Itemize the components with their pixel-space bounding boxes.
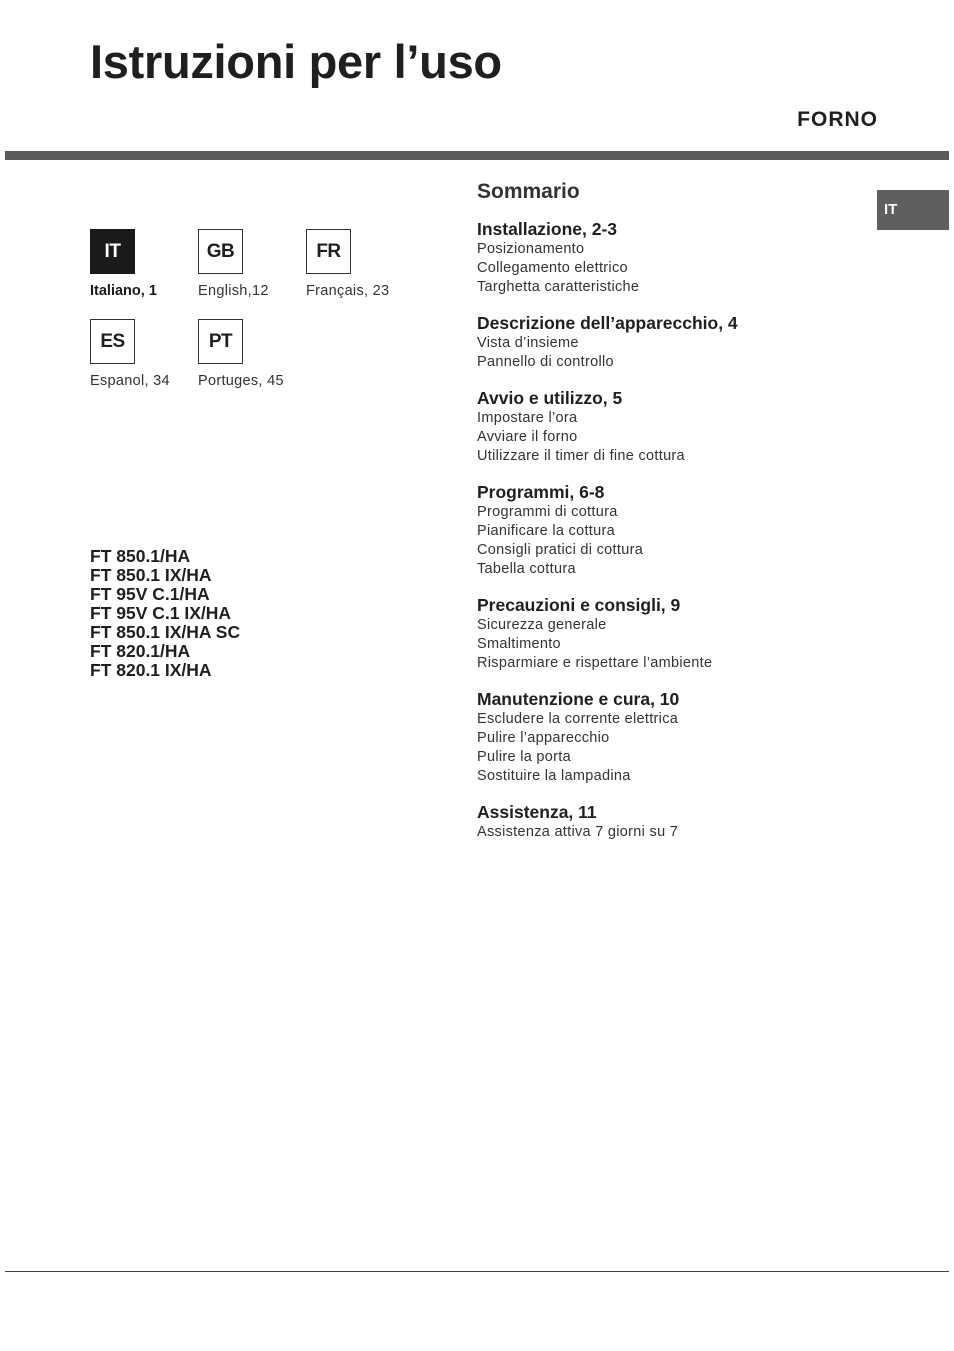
language-code-box: ES [90, 319, 135, 364]
toc-section-title[interactable]: Assistenza, 11 [477, 802, 597, 822]
language-fr[interactable] [306, 229, 426, 299]
language-label: English,12 [198, 283, 269, 299]
toc-item[interactable]: Pulire la porta [477, 749, 571, 765]
language-pt[interactable] [198, 319, 318, 389]
toc-section-title[interactable]: Descrizione dell’apparecchio, 4 [477, 313, 738, 333]
toc-item[interactable]: Utilizzare il timer di fine cottura [477, 448, 685, 464]
toc-item[interactable]: Smaltimento [477, 636, 561, 652]
language-label: Portuges, 45 [198, 373, 284, 389]
model-name: FT 820.1 IX/HA [90, 660, 212, 680]
language-code-box: PT [198, 319, 243, 364]
language-gb[interactable] [198, 229, 318, 299]
toc-item[interactable]: Sostituire la lampadina [477, 768, 631, 784]
model-name: FT 850.1 IX/HA SC [90, 622, 241, 642]
language-label: Espanol, 34 [90, 373, 170, 389]
language-it[interactable] [90, 229, 210, 299]
toc-section [477, 218, 857, 297]
toc-item[interactable]: Assistenza attiva 7 giorni su 7 [477, 824, 679, 840]
toc-section [477, 387, 857, 466]
toc-item[interactable]: Risparmiare e rispettare l’ambiente [477, 655, 713, 671]
language-tab: IT [877, 190, 949, 230]
model-name: FT 95V C.1/HA [90, 584, 210, 604]
toc-item[interactable]: Tabella cottura [477, 561, 576, 577]
toc-item[interactable]: Sicurezza generale [477, 617, 607, 633]
toc-item[interactable]: Escludere la corrente elettrica [477, 711, 679, 727]
model-list [90, 547, 240, 680]
toc-item[interactable]: Targhetta caratteristiche [477, 279, 640, 295]
toc-item[interactable]: Posizionamento [477, 241, 585, 257]
header-divider [5, 151, 949, 160]
toc-item[interactable]: Pianificare la cottura [477, 523, 615, 539]
language-label: Italiano, 1 [90, 283, 157, 299]
toc-section-title[interactable]: Avvio e utilizzo, 5 [477, 388, 623, 408]
language-es[interactable] [90, 319, 210, 389]
table-of-contents [477, 180, 857, 857]
toc-item[interactable]: Impostare l’ora [477, 410, 578, 426]
language-label: Français, 23 [306, 283, 390, 299]
toc-section [477, 312, 857, 372]
language-code-box: GB [198, 229, 243, 274]
toc-section-title[interactable]: Precauzioni e consigli, 9 [477, 595, 681, 615]
toc-section [477, 594, 857, 673]
model-name: FT 850.1 IX/HA [90, 565, 212, 585]
toc-section-title[interactable]: Installazione, 2-3 [477, 219, 618, 239]
toc-section-title[interactable]: Programmi, 6-8 [477, 482, 605, 502]
language-code-box: FR [306, 229, 351, 274]
toc-section-title[interactable]: Manutenzione e cura, 10 [477, 689, 680, 709]
toc-item[interactable]: Collegamento elettrico [477, 260, 628, 276]
toc-section [477, 801, 857, 842]
toc-section [477, 688, 857, 786]
model-name: FT 95V C.1 IX/HA [90, 603, 232, 623]
toc-item[interactable]: Programmi di cottura [477, 504, 618, 520]
model-name: FT 850.1/HA [90, 546, 191, 566]
language-code-box: IT [90, 229, 135, 274]
product-type: FORNO [797, 108, 878, 131]
page-title: Istruzioni per l’uso [90, 35, 502, 88]
toc-item[interactable]: Avviare il forno [477, 429, 578, 445]
footer-divider [5, 1271, 949, 1272]
toc-heading: Sommario [477, 180, 580, 203]
toc-section [477, 481, 857, 579]
toc-item[interactable]: Vista d’insieme [477, 335, 579, 351]
toc-item[interactable]: Consigli pratici di cottura [477, 542, 644, 558]
toc-item[interactable]: Pannello di controllo [477, 354, 614, 370]
toc-item[interactable]: Pulire l’apparecchio [477, 730, 610, 746]
model-name: FT 820.1/HA [90, 641, 191, 661]
